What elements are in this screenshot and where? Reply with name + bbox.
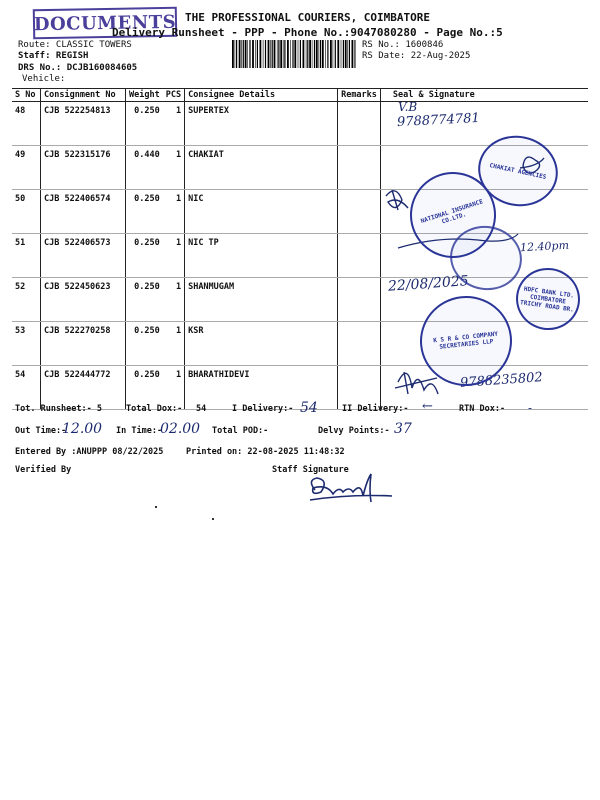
consignee-cell: SHANMUGAM: [185, 278, 338, 322]
consignment-cell: CJB 522444772: [41, 366, 126, 410]
row48-signature: V.B: [398, 100, 418, 114]
consignment-cell: CJB 522315176: [41, 146, 126, 190]
vehicle-label: Vehicle:: [22, 74, 66, 84]
col-pcs: PCS: [163, 89, 185, 102]
consignee-cell: CHAKIAT: [185, 146, 338, 190]
speck: [212, 518, 214, 520]
weight-cell: 0.250: [126, 322, 163, 366]
col-consignee: Consignee Details: [185, 89, 338, 102]
sno-cell: 48: [12, 102, 41, 146]
weight-cell: 0.440: [126, 146, 163, 190]
speck: [155, 506, 157, 508]
chakiat-agencies-stamp: CHAKIAT AGENCIES: [472, 128, 565, 213]
row54-phone: 9788235802: [459, 370, 544, 391]
in-time-label: In Time:-: [116, 426, 163, 436]
sno-cell: 49: [12, 146, 41, 190]
pcs-cell: 1: [163, 102, 185, 146]
pcs-cell: 1: [163, 234, 185, 278]
ii-delivery-value: ←: [422, 399, 433, 414]
total-pod-label: Total POD:-: [212, 426, 269, 436]
col-seal-signature: Seal & Signature: [380, 89, 588, 102]
out-time-value: 12.00: [62, 421, 103, 437]
pcs-cell: 1: [163, 366, 185, 410]
i-delivery-label: I Delivery:-: [232, 404, 294, 414]
col-weight: Weight: [126, 89, 163, 102]
ii-delivery-label: II Delivery:-: [342, 404, 409, 414]
out-time-label: Out Time:-: [15, 426, 67, 436]
row54-signature: [395, 372, 438, 394]
sno-cell: 51: [12, 234, 41, 278]
pcs-cell: 1: [163, 322, 185, 366]
weight-cell: 0.250: [126, 102, 163, 146]
consignee-cell: BHARATHIDEVI: [185, 366, 338, 410]
weight-cell: 0.250: [126, 366, 163, 410]
weight-cell: 0.250: [126, 234, 163, 278]
rtn-dox-label: RTN Dox:-: [459, 404, 506, 414]
sno-cell: 52: [12, 278, 41, 322]
route-label: Route: CLASSIC TOWERS: [18, 40, 132, 50]
consignment-cell: CJB 522450623: [41, 278, 126, 322]
sno-cell: 50: [12, 190, 41, 234]
runsheet-subtitle: Delivery Runsheet - PPP - Phone No.:9047080280 - Page No.:5: [112, 26, 503, 39]
pcs-cell: 1: [163, 278, 185, 322]
row52-date: 22/08/2025: [387, 273, 470, 295]
tot-runsheet: Tot. Runsheet:- 5: [15, 404, 102, 414]
rs-no-label: RS No.: 1600846: [362, 40, 444, 50]
national-insurance-stamp: NATIONAL INSURANCE CO.LTD.: [399, 161, 507, 269]
consignee-cell: SUPERTEX: [185, 102, 338, 146]
hdfc-bank-stamp: HDFC BANK LTD. COIMBATORE TRICHY ROAD BR.: [512, 264, 584, 334]
in-time-value: 02.00: [160, 421, 201, 437]
total-dox-value: 54: [196, 404, 207, 414]
total-dox-label: Total Dox:-: [126, 404, 183, 414]
row50-signature: [386, 190, 408, 210]
consignment-cell: CJB 522270258: [41, 322, 126, 366]
col-sno: S No: [12, 89, 41, 102]
consignee-cell: NIC TP: [185, 234, 338, 278]
delvy-points-value: 37: [394, 421, 412, 437]
company-title: THE PROFESSIONAL COURIERS, COIMBATORE: [185, 11, 431, 24]
rs-date-label: RS Date: 22-Aug-2025: [362, 51, 471, 61]
delvy-points-label: Delvy Points:-: [318, 426, 390, 436]
consignment-cell: CJB 522406574: [41, 190, 126, 234]
printed-on: Printed on: 22-08-2025 11:48:32: [186, 447, 345, 457]
consignment-cell: CJB 522254813: [41, 102, 126, 146]
staff-label: Staff: REGISH: [18, 51, 89, 61]
weight-cell: 0.250: [126, 278, 163, 322]
col-consignment: Consignment No: [41, 89, 126, 102]
col-remarks: Remarks: [338, 89, 381, 102]
weight-cell: 0.250: [126, 190, 163, 234]
pcs-cell: 1: [163, 146, 185, 190]
row48-phone: 9788774781: [396, 110, 481, 131]
consignee-cell: NIC: [185, 190, 338, 234]
staff-signature-scribble: [310, 474, 392, 502]
documents-stamp: DOCUMENTS: [33, 7, 178, 40]
consignee-cell: KSR: [185, 322, 338, 366]
i-delivery-value: 54: [300, 400, 318, 416]
row51-time: 12.40pm: [519, 238, 570, 255]
sno-cell: 54: [12, 366, 41, 410]
ksr-company-stamp: K S R & CO COMPANY SECRETARIES LLP: [416, 291, 517, 390]
staff-signature-label: Staff Signature: [272, 465, 349, 475]
drs-label: DRS No.: DCJB160084605: [18, 63, 138, 73]
verified-by: Verified By: [15, 465, 72, 475]
entered-by: Entered By :ANUPPP 08/22/2025: [15, 447, 164, 457]
pcs-cell: 1: [163, 190, 185, 234]
sno-cell: 53: [12, 322, 41, 366]
rtn-dox-value: -: [528, 401, 533, 415]
consignment-cell: CJB 522406573: [41, 234, 126, 278]
